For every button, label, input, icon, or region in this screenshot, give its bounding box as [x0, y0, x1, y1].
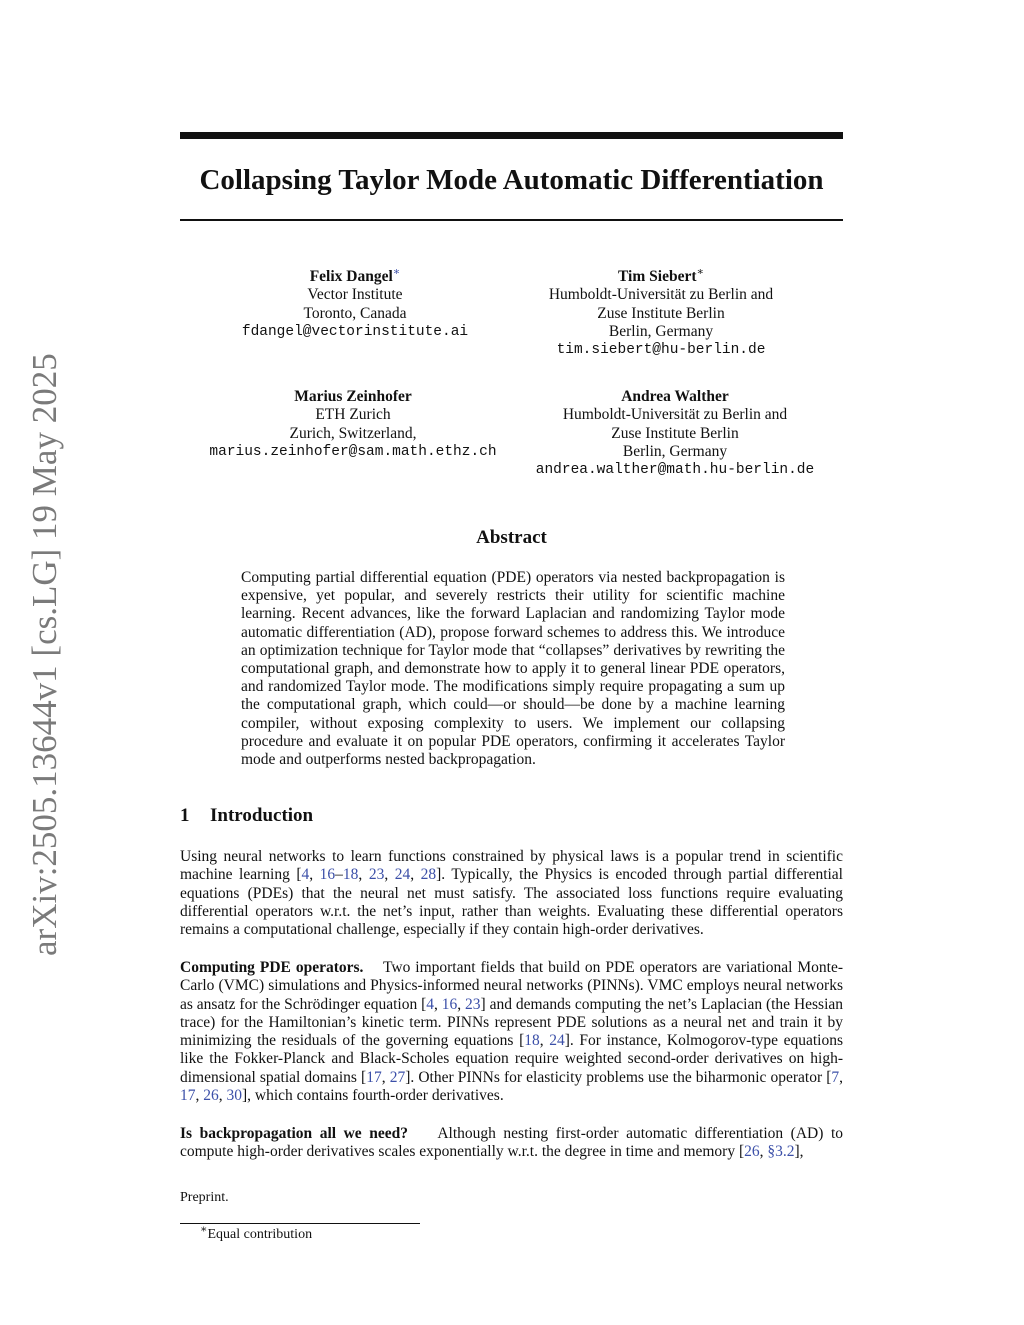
citation-link[interactable]: 24	[549, 1032, 565, 1050]
citation-link[interactable]: 28	[420, 866, 437, 884]
paragraph-lead: Computing PDE operators.	[180, 959, 364, 976]
paragraph-lead: Is backpropagation all we need?	[180, 1125, 408, 1142]
separator: ,	[539, 1032, 550, 1050]
separator: ,	[381, 1068, 390, 1086]
paragraph-text: Using neural networks to learn functions constrained by physical laws is a popular trend in scientific machine learning [	[180, 848, 843, 884]
citation-link[interactable]: 17	[180, 1087, 196, 1105]
paragraph-text: Although nesting first-order automatic differentiation (AD) to compute high-order derivatives scales exponentially w.r.t. the degree in time and memory [	[180, 1125, 843, 1161]
citation-link[interactable]: 16	[319, 866, 336, 884]
section-number: 1	[180, 805, 190, 826]
citation-link[interactable]: 4	[301, 866, 310, 884]
separator: ,	[218, 1087, 227, 1105]
author-block-zeinhofer	[193, 388, 513, 461]
author-name: Tim Siebert	[618, 268, 697, 285]
author-email: marius.zeinhofer@sam.math.ethz.ch	[209, 443, 497, 460]
citation-link[interactable]: 16	[441, 995, 458, 1013]
arxiv-identifier: arXiv:2505.13644v1 [cs.LG] 19 May 2025	[25, 353, 64, 956]
paper-title: Collapsing Taylor Mode Automatic Differentiation	[199, 164, 824, 196]
separator: ,	[309, 866, 320, 884]
separator: ,	[195, 1087, 204, 1105]
author-block-walther	[520, 388, 830, 479]
section-title: Introduction	[210, 805, 314, 826]
author-email: tim.siebert@hu-berlin.de	[556, 342, 766, 359]
citation-link[interactable]: 24	[394, 866, 411, 884]
author-block-siebert	[510, 265, 812, 359]
author-affiliation: Zuse Institute Berlin	[611, 424, 739, 442]
separator: ,	[434, 995, 442, 1013]
author-affiliation: Humboldt-Universität zu Berlin and	[548, 286, 774, 304]
abstract-body: Computing partial differential equation (PDE) operators via nested backpropagation is expensive, yet popular, and severely restricts their utility for scientific machine learning. Recent advances, like the forward Laplacian and randomizing Taylor mode automatic differentiation (AD), propose forward schemes to address this. We introduce an optimization technique for Taylor mode that “collapses” derivatives by rewriting the computational graph, and demonstrate how to apply it to general linear PDE operators, and randomized Taylor mode. The modifications simply require propagating a sum up the computational graph, which could—or should—be done by a machine learning compiler, without exposing complexity to users. We implement our collapsing procedure and evaluate it on popular PDE operators, confirming it accelerates Taylor mode and outperforms nested backpropagation.	[241, 569, 785, 769]
author-name: Marius Zeinhofer	[294, 388, 412, 405]
intro-paragraph-3	[180, 1125, 843, 1162]
paragraph-text: ] and demands computing the net’s Laplacian (the Hessian trace) for the Hamiltonian’s kinetic term. PINNs represent PDE solutions as a neural net and train it by minimizing the residuals of the governing equations [	[180, 995, 844, 1050]
separator: ,	[457, 995, 466, 1013]
equal-contribution-mark[interactable]: ∗	[392, 265, 401, 278]
separator: ,	[410, 866, 421, 884]
preprint-note: Preprint.	[180, 1190, 229, 1205]
author-affiliation: Humboldt-Universität zu Berlin and	[562, 406, 788, 424]
footnote-rule	[180, 1223, 420, 1224]
paragraph-text: ],	[794, 1143, 804, 1161]
footnote	[200, 1223, 313, 1243]
author-affiliation: Zuse Institute Berlin	[597, 304, 725, 322]
intro-paragraph-1	[180, 848, 843, 939]
separator: ,	[839, 1068, 844, 1086]
author-location: Zurich, Switzerland,	[289, 424, 417, 442]
citation-link[interactable]: 23	[465, 995, 481, 1013]
equal-contribution-mark: ∗	[696, 265, 704, 278]
citation-link[interactable]: 18	[524, 1032, 540, 1050]
author-location: Berlin, Germany	[622, 442, 728, 460]
paragraph-text: ]. For instance, Kolmogorov-type equations like the Fokker-Planck and Black-Scholes equation require weighted second-order derivatives on high-dimensional spatial domains [	[180, 1032, 843, 1086]
author-affiliation: ETH Zurich	[315, 406, 391, 424]
footnote-text: Equal contribution	[207, 1227, 313, 1242]
paragraph-text: ]. Typically, the Physics is encoded through partial differential equations (PDEs) that the neural net must satisfy. The associated loss functions require evaluating differential operators w.r.t. the net’s input, rather than weights. Evaluating these differential operators remains a computational challenge, especially if they contain high-order derivatives.	[180, 866, 843, 939]
citation-link[interactable]: 30	[226, 1087, 242, 1105]
author-location: Berlin, Germany	[608, 322, 714, 340]
author-affiliation: Vector Institute	[307, 286, 403, 304]
citation-link[interactable]: 7	[831, 1068, 840, 1086]
author-block-dangel	[205, 265, 505, 341]
section-heading-introduction	[180, 804, 313, 828]
citation-link[interactable]: §3.2	[767, 1143, 795, 1161]
citation-link[interactable]: 26	[744, 1143, 760, 1161]
separator: ,	[759, 1143, 768, 1161]
separator: ,	[358, 866, 369, 884]
citation-link[interactable]: 18	[342, 866, 359, 884]
abstract-heading: Abstract	[476, 527, 547, 548]
citation-link[interactable]: 4	[426, 995, 434, 1013]
paragraph-text: ], which contains fourth-order derivatives.	[242, 1087, 504, 1105]
citation-link[interactable]: 23	[368, 866, 385, 884]
intro-paragraph-2	[180, 959, 843, 1105]
author-email: fdangel@vectorinstitute.ai	[241, 323, 469, 340]
author-name: Felix Dangel	[309, 268, 393, 285]
separator: –	[335, 866, 343, 884]
title-rule-top	[180, 132, 843, 139]
footnote-mark: ∗	[200, 1223, 208, 1236]
citation-link[interactable]: 17	[366, 1068, 382, 1086]
author-location: Toronto, Canada	[303, 304, 407, 322]
citation-link[interactable]: 26	[203, 1087, 219, 1105]
author-email: andrea.walther@math.hu-berlin.de	[535, 462, 815, 479]
separator: ,	[384, 866, 395, 884]
paragraph-text: Two important fields that build on PDE operators are variational Monte-Carlo (VMC) simulations and Physics-informed neural networks (PINNs). VMC employs neural networks as ansatz for the Schrödinger equation [	[180, 959, 843, 1013]
citation-link[interactable]: 27	[389, 1068, 406, 1086]
author-name: Andrea Walther	[621, 388, 729, 405]
paragraph-text: ]. Other PINNs for elasticity problems use the biharmonic operator [	[405, 1068, 832, 1086]
title-rule-bottom	[180, 219, 843, 221]
